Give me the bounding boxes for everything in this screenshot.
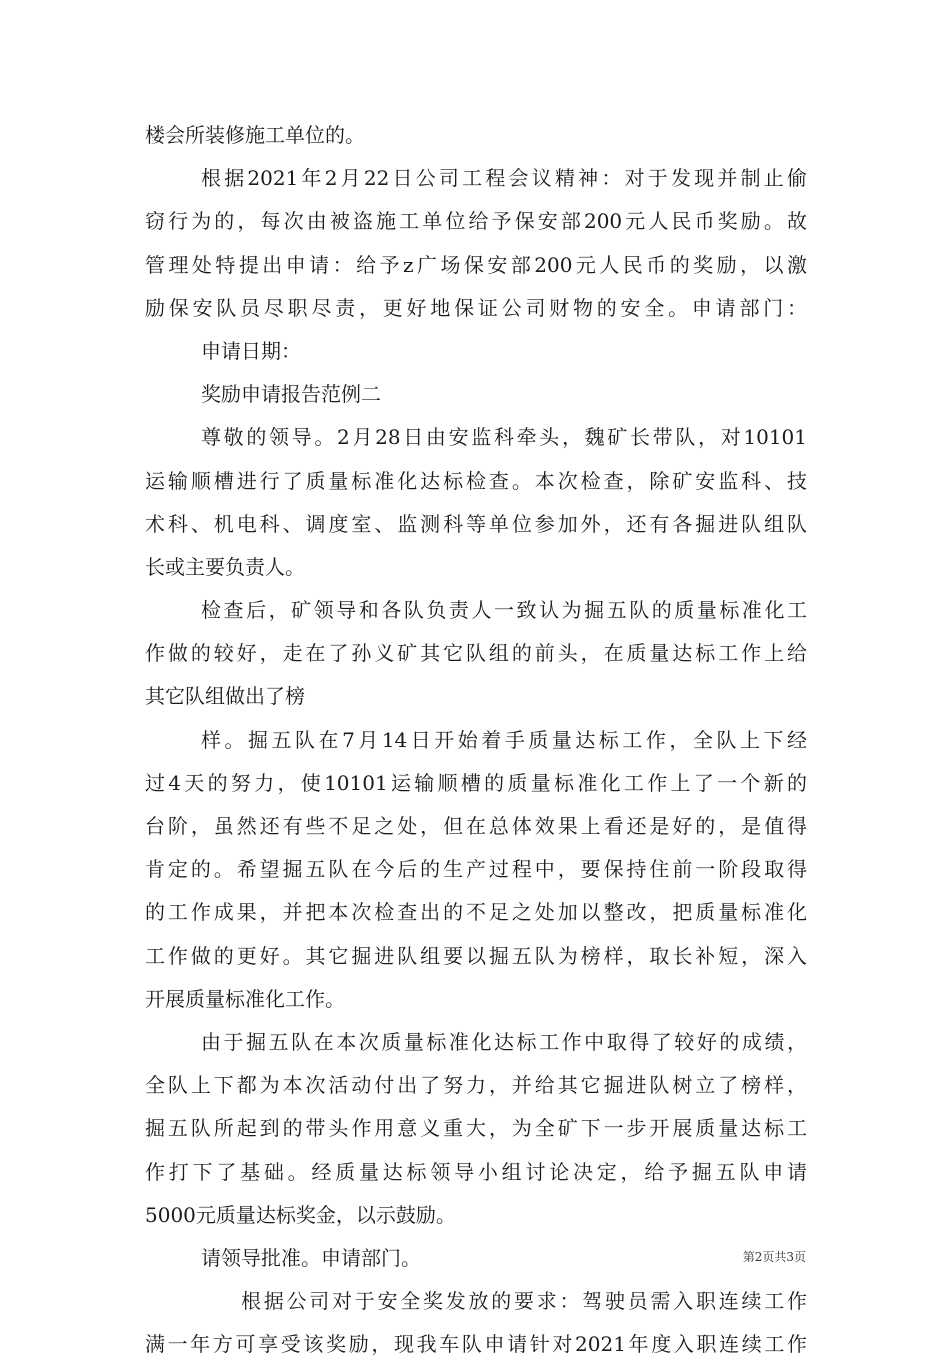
text-line: 励保安队员尽职尽责，更好地保证公司财物的安全。申请部门：	[145, 295, 807, 320]
text-line: 奖励申请报告范例二	[201, 382, 381, 407]
text-line: 请领导批准。申请部门。	[201, 1245, 421, 1270]
text-line: 申请日期：	[201, 338, 301, 363]
text-line: 长或主要负责人。	[145, 554, 305, 579]
text-line: 作做的较好，走在了孙义矿其它队组的前头，在质量达标工作上给	[145, 641, 807, 666]
text-line: 楼会所装修施工单位的。	[145, 123, 365, 147]
text-line: 管理处特提出申请：给予z广场保安部200元人民币的奖励，以激	[145, 252, 807, 277]
text-line: 由于掘五队在本次质量标准化达标工作中取得了较好的成绩，	[201, 1029, 807, 1054]
text-line: 运输顺槽进行了质量标准化达标检查。本次检查，除矿安监科、技	[145, 468, 807, 493]
text-line: 根据2021年2月22日公司工程会议精神：对于发现并制止偷	[201, 166, 807, 191]
text-line: 过4天的努力，使10101运输顺槽的质量标准化工作上了一个新的	[145, 770, 807, 795]
text-line: 工作做的更好。其它掘进队组要以掘五队为榜样，取长补短，深入	[145, 943, 807, 968]
text-line: 肯定的。希望掘五队在今后的生产过程中，要保持住前一阶段取得	[145, 857, 807, 882]
text-line: 窃行为的，每次由被盗施工单位给予保安部200元人民币奖励。故	[145, 209, 807, 234]
text-line: 样。掘五队在7月14日开始着手质量达标工作，全队上下经	[201, 727, 807, 752]
text-line: 检查后，矿领导和各队负责人一致认为掘五队的质量标准化工	[201, 598, 807, 623]
text-line: 全队上下都为本次活动付出了努力，并给其它掘进队树立了榜样，	[145, 1073, 807, 1098]
text-line: 满一年方可享受该奖励，现我车队申请针对2021年度入职连续工作	[145, 1332, 807, 1357]
text-line: 尊敬的领导。2月28日由安监科牵头，魏矿长带队，对10101	[201, 425, 807, 450]
text-line: 开展质量标准化工作。	[145, 986, 345, 1011]
text-line: 5000元质量达标奖金，以示鼓励。	[145, 1202, 456, 1227]
text-line: 作打下了基础。经质量达标领导小组讨论决定，给予掘五队申请	[145, 1159, 807, 1184]
text-line: 根据公司对于安全奖发放的要求：驾驶员需入职连续工作	[241, 1289, 807, 1314]
text-line: 术科、机电科、调度室、监测科等单位参加外，还有各掘进队组队	[145, 511, 807, 536]
text-line: 台阶，虽然还有些不足之处，但在总体效果上看还是好的，是值得	[145, 814, 807, 838]
text-line: 其它队组做出了榜	[145, 684, 305, 709]
text-line: 掘五队所起到的带头作用意义重大，为全矿下一步开展质量达标工	[145, 1116, 807, 1141]
text-line: 的工作成果，并把本次检查出的不足之处加以整改，把质量标准化	[145, 900, 807, 925]
document-body	[145, 114, 807, 1366]
page-number-footer: 第2页共3页	[742, 1250, 806, 1264]
